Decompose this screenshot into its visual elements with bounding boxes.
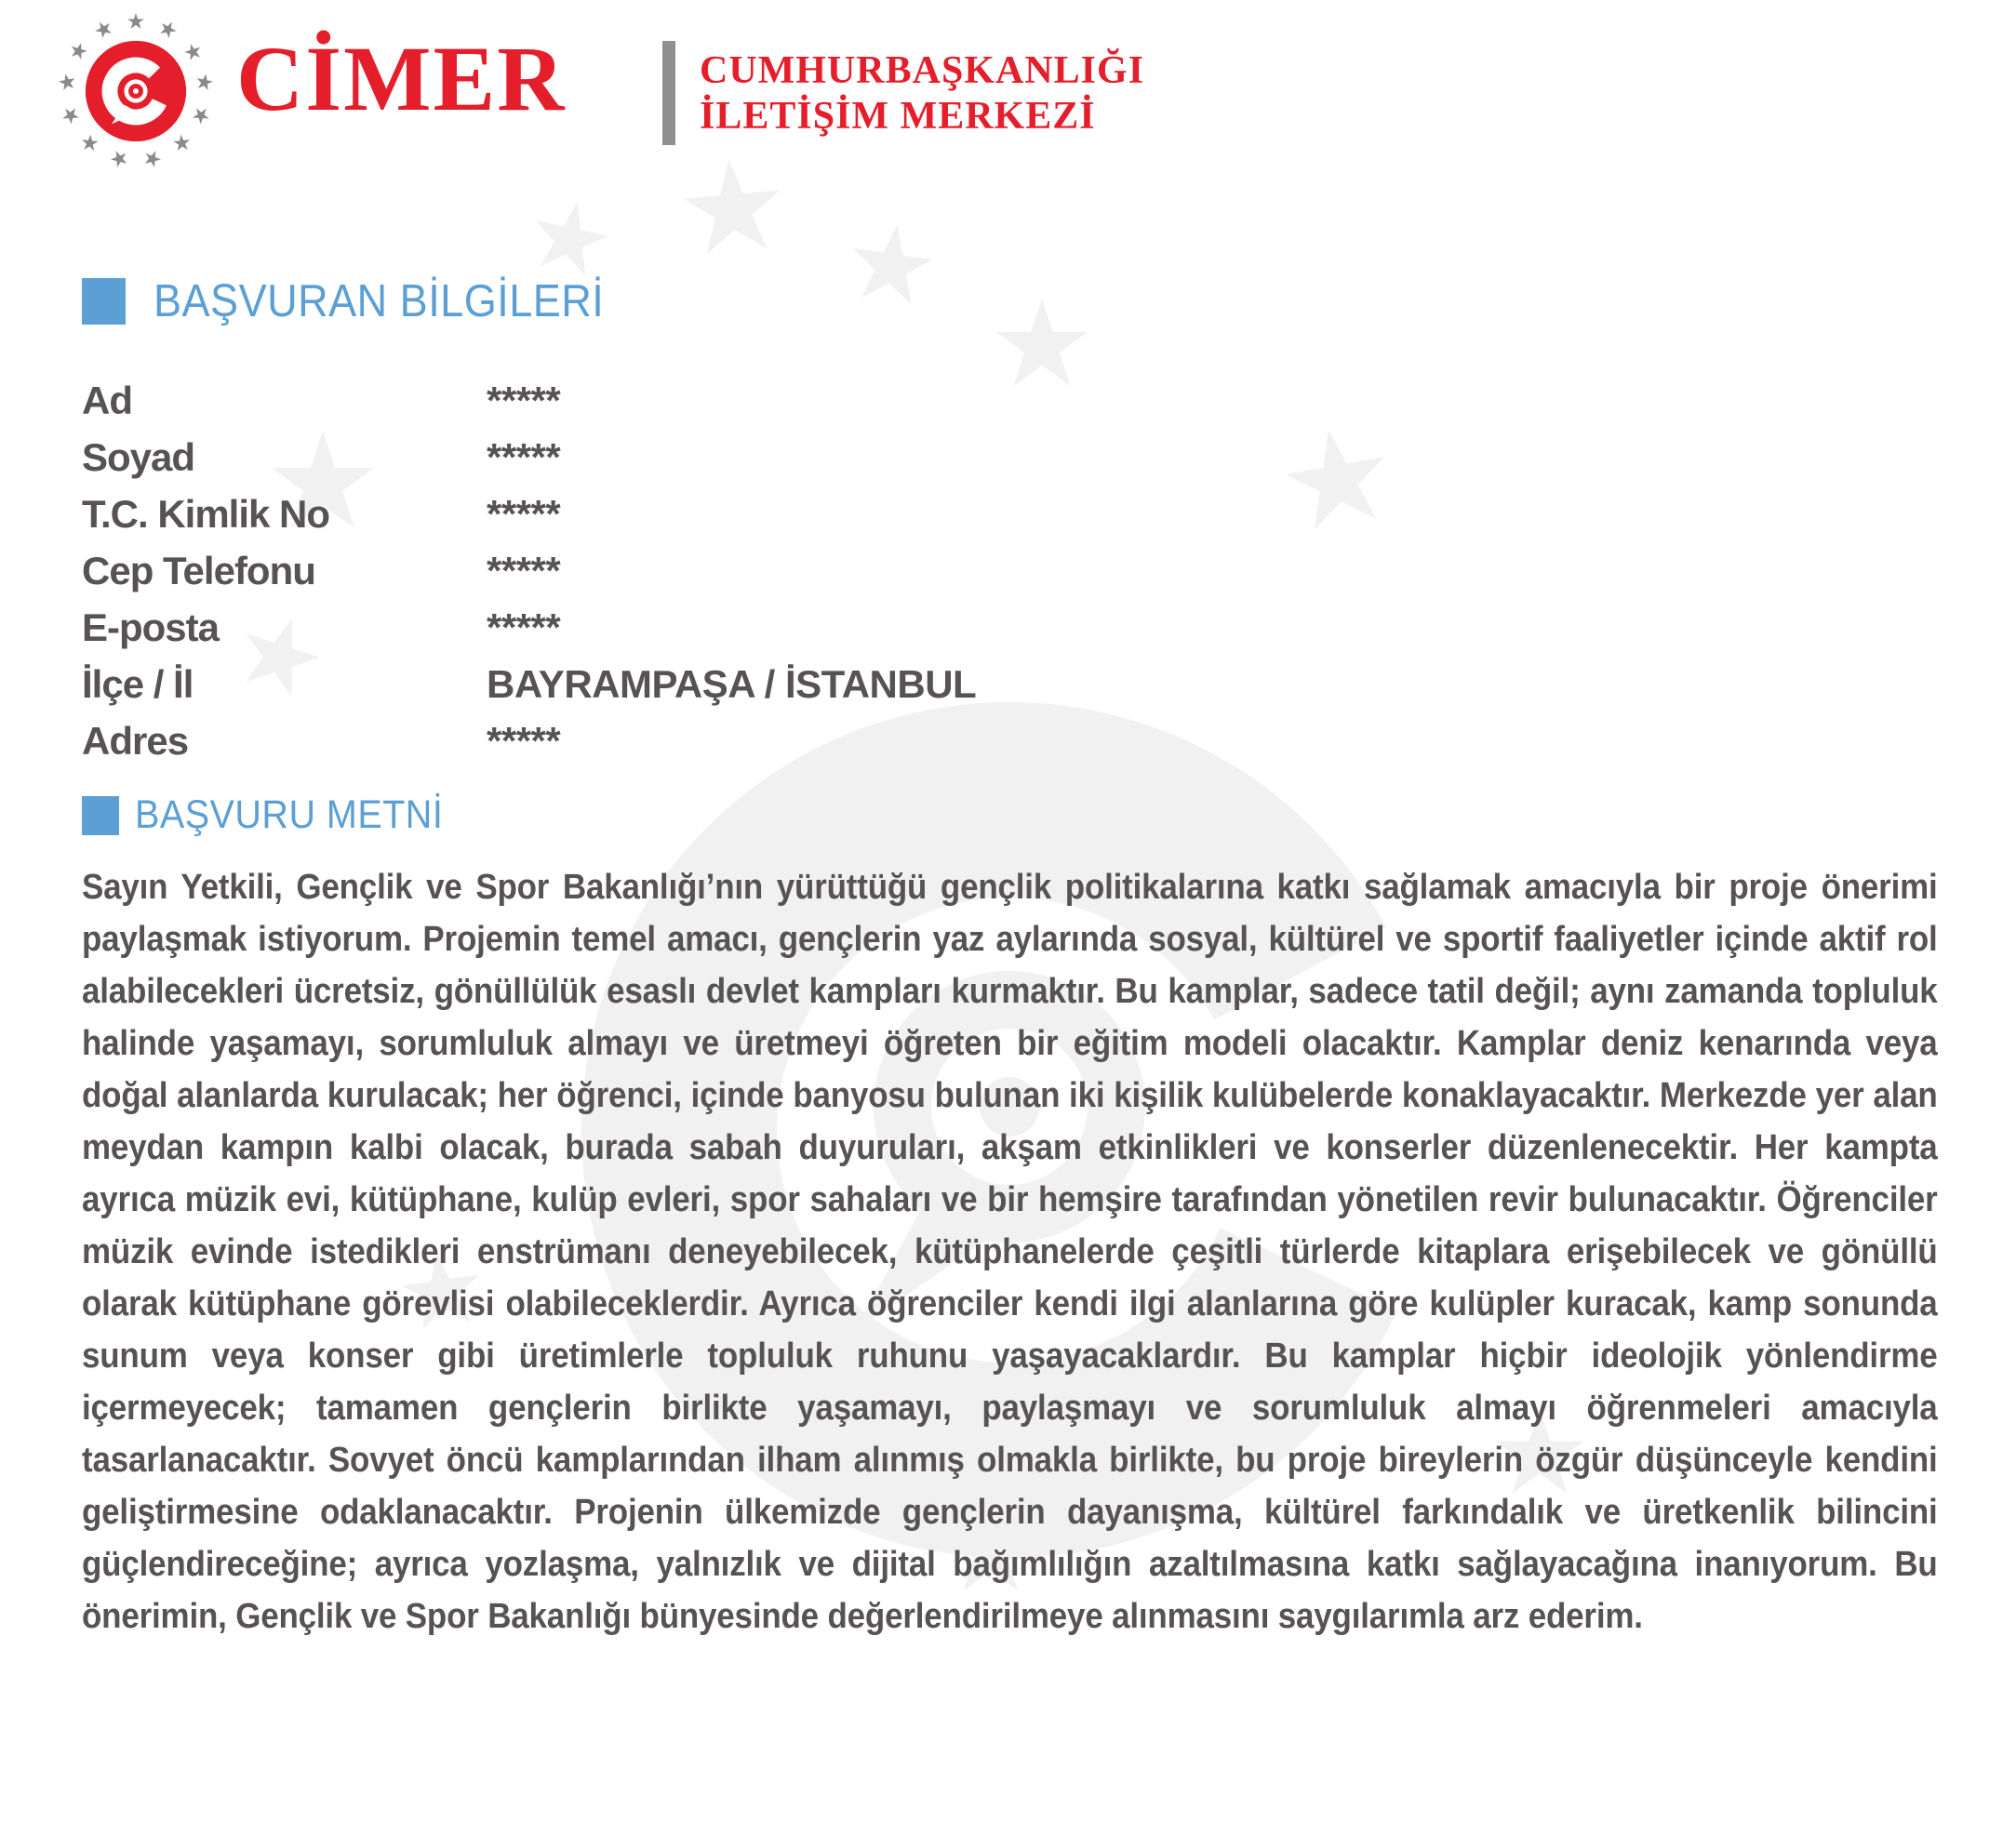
application-body-text: Sayın Yetkili, Gençlik ve Spor Bakanlığı’nın yürüttüğü gençlik politikalarına katkı sağlamak amacıyla bir proje önerimi paylaşmak istiyorum. Projemin temel amacı, gençlerin yaz aylarında sosyal, kültürel ve sportif faaliyetler içinde aktif rol alabilecekleri ücretsiz, gönüllülük esaslı devlet kampları kurmaktır. Bu kamplar, sadece tatil değil; aynı zamanda topluluk halinde yaşamayı, sorumluluk almayı ve üretmeyi öğreten bir eğitim modeli olacaktır. Kamplar deniz kenarında veya doğal alanlarda kurulacak; her öğrenci, içinde banyosu bulunan iki kişilik kulübelerde konaklayacaktır. Merkezde yer alan meydan kampın kalbi olacak, burada sabah duyuruları, akşam etkinlikleri ve konserler düzenlenecektir. Her kampta ayrıca müzik evi, kütüphane, kulüp evleri, spor sahaları ve bir hemşire tarafından yönetilen revir bulunacaktır. Öğrenciler müzik evinde istedikleri enstrümanı deneyebilecek, kütüphanelerde çeşitli türlerde kitaplara erişebilecek ve gönüllü olarak kütüphane görevlisi olabileceklerdir. Ayrıca öğrenciler kendi ilgi alanlarına göre kulüpler kuracak, kamp sonunda sunum veya konser gibi üretimlerle topluluk ruhunu yaşayacaklardır. Bu kamplar hiçbir ideolojik yönlendirme içermeyecek; tamamen gençlerin birlikte yaşamayı, paylaşmayı ve sorumluluk almayı öğrenmeleri amacıyla tasarlanacaktır. Sovyet öncü kamplarından ilham alınmış olmakla birlikte, bu proje bireylerin özgür düşünceyle kendini geliştirmesine odaklanacaktır. Projenin ülkemizde gençlerin dayanışma, kültürel farkındalık ve üretkenlik bilincini güçlendireceğine; ayrıca yozlaşma, yalnızlık ve dijital bağımlılığın azaltılmasına katkı sağlayacağına inanıyorum. Bu önerimin, Gençlik ve Spor Bakanlığı bünyesinde değerlendirilmeye alınmasını saygılarımla arz ederim.	[82, 868, 1938, 1636]
org-line2: İLETİŞİM MERKEZİ	[700, 95, 1096, 138]
field-label: E-posta	[82, 605, 220, 649]
field-label: İlçe / İl	[82, 662, 194, 706]
application-section-header	[82, 792, 470, 838]
applicant-fields	[82, 372, 976, 769]
field-value: *****	[487, 379, 561, 422]
application-section-title: BAŞVURU METNİ	[135, 792, 444, 837]
field-value: *****	[487, 719, 561, 763]
field-value: *****	[487, 549, 561, 592]
field-row-cep-telefonu	[82, 542, 976, 599]
field-row-tc-kimlik-no	[82, 485, 976, 542]
field-label: Cep Telefonu	[82, 549, 315, 592]
field-label: Ad	[82, 379, 132, 422]
applicant-section-header	[82, 275, 643, 327]
field-label: T.C. Kimlik No	[82, 492, 330, 536]
cimer-emblem-icon	[47, 13, 225, 169]
org-line1: CUMHURBAŞKANLIĞI	[700, 49, 1145, 92]
brand-wordmark: CİMER	[236, 27, 567, 130]
field-label: Soyad	[82, 435, 195, 479]
field-row-eposta	[82, 599, 976, 656]
applicant-section-title: BAŞVURAN BİLGİLERİ	[154, 276, 605, 326]
field-value: BAYRAMPAŞA / İSTANBUL	[487, 662, 977, 706]
field-row-adres	[82, 712, 976, 769]
field-row-ad	[82, 372, 976, 429]
header-divider	[662, 41, 675, 145]
field-value: *****	[487, 605, 561, 649]
field-label: Adres	[82, 719, 189, 763]
field-row-ilce-il	[82, 656, 976, 712]
section-bullet-icon	[82, 278, 126, 325]
field-row-soyad	[82, 429, 976, 485]
field-value: *****	[487, 492, 561, 536]
org-name	[700, 48, 1144, 140]
section-bullet-icon	[82, 796, 119, 835]
field-value: *****	[487, 435, 561, 479]
